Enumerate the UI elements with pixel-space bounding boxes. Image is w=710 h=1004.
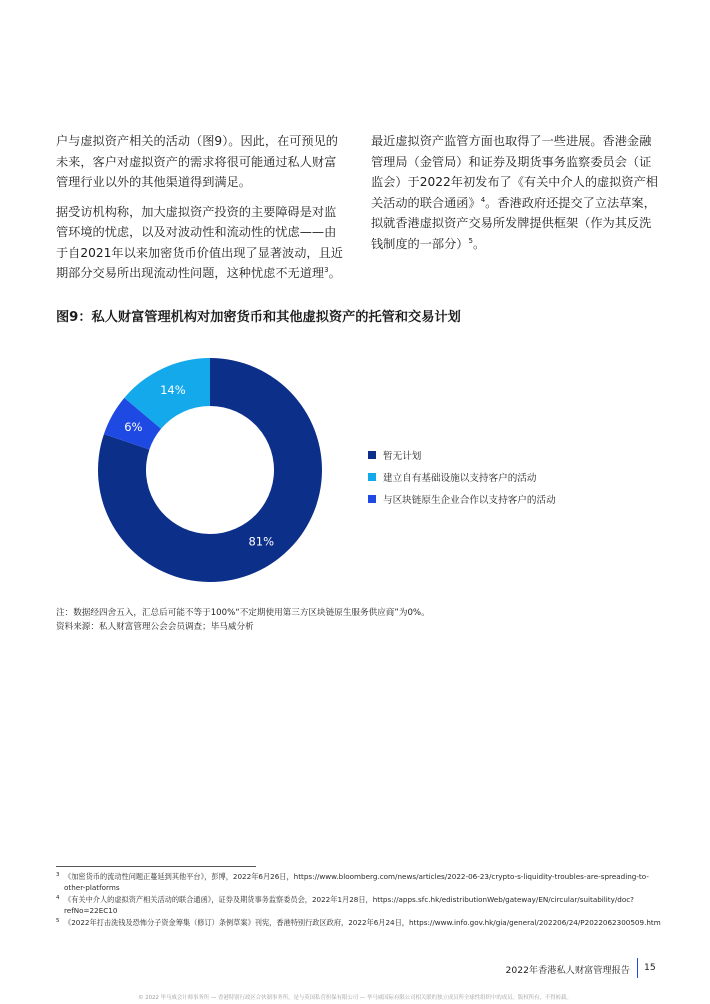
legend-item-own-infrastructure	[368, 466, 556, 488]
legend-label-blockchain-partner: 与区块链原生企业合作以支持客户的活动	[383, 495, 556, 506]
footnote-ref-4[interactable]: 4	[480, 195, 486, 204]
footnote-text[interactable]: 《加密货币的流动性问题正蔓延到其他平台》，彭博，2022年6月26日，https://www.bloomberg.com/news/articles/2022-06-23/crypto-s-liquidity-troubles-are-spreading-to-other-platforms	[64, 872, 649, 892]
chart-note: 注：数据经四舍五入，汇总后可能不等于100%“不定期使用第三方区块链原生服务供应商”为0%。	[56, 608, 430, 618]
footnote-text[interactable]: 《有关中介人的虚拟资产相关活动的联合通函》，证券及期货事务监察委员会，2022年1月28日，https://apps.sfc.hk/edistributionWeb/gateway/EN/circular/suitability/doc?refNo=22EC10	[64, 895, 634, 915]
paragraph-1: 户与虚拟资产相关的活动（图9）。因此，在可预见的未来，客户对虚拟资产的需求将很可能通过私人财富管理行业以外的其他渠道得到满足。	[56, 134, 338, 189]
footnote-number: 4	[56, 895, 60, 901]
footnote-text[interactable]: 《2022年打击洗钱及恐怖分子资金筹集（修订）条例草案》刊宪，香港特别行政区政府，2022年6月24日，https://www.info.gov.hk/gia/general/202206/24/P2022062300509.htm	[64, 918, 661, 927]
donut-slice-label-0: 81%	[248, 534, 275, 549]
body-column-right	[371, 131, 661, 263]
legend-label-no-plan: 暂无计划	[383, 451, 422, 462]
figure-title: 图9：私人财富管理机构对加密货币和其他虚拟资产的托管和交易计划	[56, 310, 461, 325]
legend-label-own-infrastructure: 建立自有基础设施以支持客户的活动	[383, 473, 537, 484]
footnote-divider	[56, 866, 256, 867]
chart-source: 资料来源：私人财富管理公会会员调查；毕马威分析	[56, 621, 254, 632]
footnote-ref-3[interactable]: 3	[324, 265, 329, 274]
donut-chart	[98, 358, 322, 582]
legend-item-no-plan	[368, 444, 556, 466]
body-column-left	[56, 131, 344, 293]
donut-slice-label-2: 14%	[160, 383, 186, 398]
legend-swatch-own-infrastructure	[368, 473, 376, 481]
legend-swatch-no-plan	[368, 451, 376, 459]
footnote-number: 5	[56, 918, 60, 924]
legend-swatch-blockchain-partner	[368, 495, 376, 503]
footnote-4	[56, 894, 662, 916]
chart-notes	[56, 607, 430, 634]
paragraph-2: 据受访机构称，加大虚拟资产投资的主要障碍是对监管环境的忧虑，以及对波动性和流动性的忧虑——由于自2021年以来加密货币价值出现了显著波动，且近期部分交易所出现流动性问题，这种忧虑不无道理$^3$。	[56, 204, 343, 280]
footnote-ref-5[interactable]: 5	[468, 236, 473, 245]
copyright-notice: © 2022 毕马威会计师事务所 — 香港特别行政区合伙制事务所，是与英国私营担保有限公司 — 毕马威国际有限公司相关联的独立成员所全球性组织中的成员。版权所有，不得转载。	[138, 995, 572, 1001]
footnotes	[56, 871, 662, 929]
donut-slice-label-1: 6%	[124, 419, 143, 434]
page-number-divider	[637, 958, 638, 978]
chart-legend	[368, 444, 556, 510]
legend-item-blockchain-partner	[368, 488, 556, 510]
page-number: 15	[644, 962, 656, 973]
paragraph-3: 最近虚拟资产监管方面也取得了一些进展。香港金融管理局（金管局）和证券及期货事务监察委员会（证监会）于2022年初发布了《有关中介人的虚拟资产相关活动的联合通函》$^4$。香港政府还提交了立法草案，拟就香港虚拟资产交易所发牌提供框架（作为其反洗钱制度的一部分）$^5$。	[371, 134, 658, 251]
footnote-3	[56, 871, 662, 893]
footnote-5	[56, 917, 662, 928]
report-title: 2022年香港私人财富管理报告	[505, 965, 630, 976]
footnote-number: 3	[56, 872, 60, 878]
